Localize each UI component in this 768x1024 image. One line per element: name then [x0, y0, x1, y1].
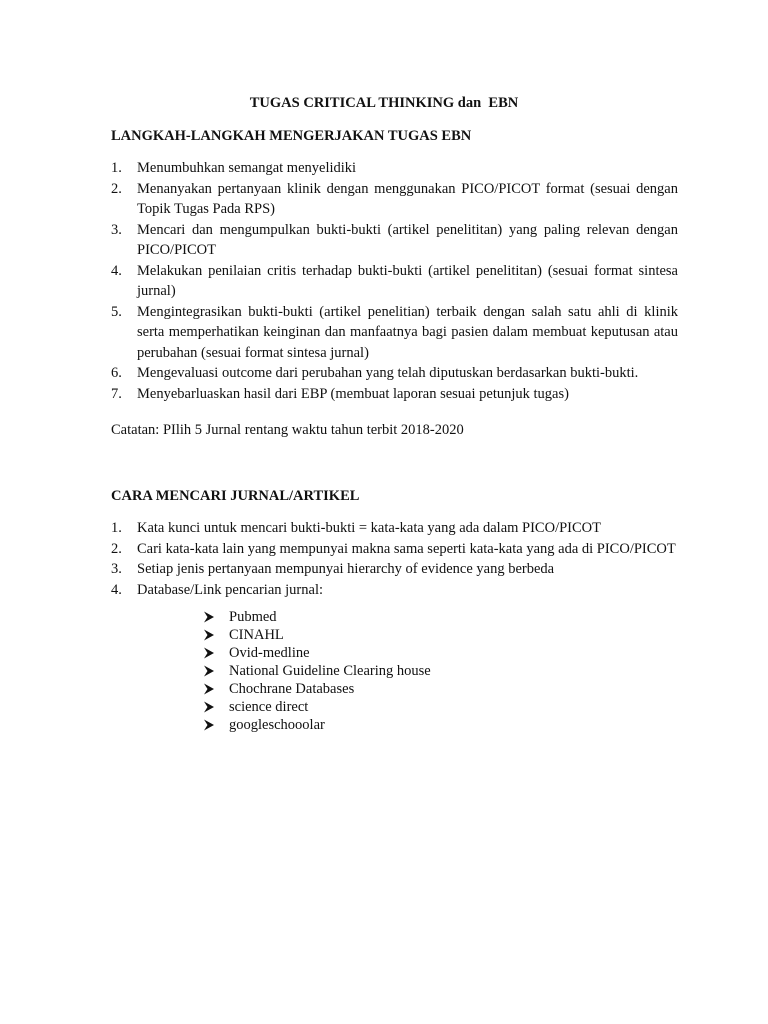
database-name: Ovid-medline [229, 645, 310, 661]
arrowhead-bullet-icon [203, 719, 215, 731]
list-item [111, 559, 678, 580]
arrowhead-bullet-icon [203, 683, 215, 695]
arrowhead-bullet-icon [203, 629, 215, 641]
database-name: Chochrane Databases [229, 681, 355, 697]
list-item [111, 179, 678, 220]
list-item-text: Menyebarluaskan hasil dari EBP (membuat laporan sesuai petunjuk tugas) [137, 385, 569, 402]
list-item-text: Menumbuhkan semangat menyelidiki [137, 160, 357, 176]
list-item [111, 261, 678, 302]
database-item [203, 698, 431, 716]
database-item [203, 716, 431, 734]
list-number: 7. [111, 385, 122, 402]
list-number: 4. [111, 262, 122, 279]
list-item-text: Setiap jenis pertanyaan mempunyai hierarchy of evidence yang berbeda [137, 561, 555, 577]
database-name: CINAHL [229, 627, 284, 643]
database-item [203, 680, 431, 698]
database-name: googleschooolar [229, 717, 325, 733]
list-number: 1. [111, 160, 122, 176]
list-number: 2. [111, 180, 122, 197]
list-item [111, 384, 678, 405]
list-item-text: Mengintegrasikan bukti-bukti (artikel penelitian) terbaik dengan salah satu ahli di klinik serta memperhatikan keinginan dan manfaatnya bagi pasien dalam membuat keputusan atau perubahan (sesuai format sintesa jurnal) [137, 303, 678, 361]
section-heading-search: CARA MENCARI JURNAL/ARTIKEL [111, 488, 360, 504]
note-text: Catatan: PIlih 5 Jurnal rentang waktu tahun terbit 2018-2020 [111, 422, 464, 438]
list-item [111, 539, 678, 560]
list-number: 1. [111, 520, 122, 536]
list-item-text: Mencari dan mengumpulkan bukti-bukti (artikel penelititan) yang paling relevan dengan PICO/PICOT [137, 221, 678, 258]
section-heading-steps: LANGKAH-LANGKAH MENGERJAKAN TUGAS EBN [111, 128, 472, 144]
arrowhead-bullet-icon [203, 611, 215, 623]
list-item [111, 363, 678, 384]
list-item-text: Menanyakan pertanyaan klinik dengan menggunakan PICO/PICOT format (sesuai dengan Topik Tugas Pada RPS) [137, 180, 678, 217]
database-name: Pubmed [229, 609, 277, 625]
arrowhead-bullet-icon [203, 665, 215, 677]
database-item [203, 662, 431, 680]
list-item-text: Cari kata-kata lain yang mempunyai makna sama seperti kata-kata yang ada di PICO/PICOT [137, 540, 676, 557]
list-item [111, 302, 678, 364]
arrowhead-bullet-icon [203, 701, 215, 713]
arrowhead-bullet-icon [203, 647, 215, 659]
list-number: 4. [111, 581, 122, 598]
database-name: science direct [229, 699, 309, 715]
list-item [111, 580, 678, 601]
list-number: 2. [111, 540, 122, 557]
list-item [111, 220, 678, 261]
steps-list [111, 158, 678, 404]
list-number: 3. [111, 221, 122, 238]
search-steps-list [111, 518, 678, 600]
list-number: 6. [111, 365, 122, 381]
database-item [203, 608, 431, 626]
database-item [203, 626, 431, 644]
list-number: 5. [111, 303, 122, 320]
list-item-text: Mengevaluasi outcome dari perubahan yang telah diputuskan berdasarkan bukti-bukti. [137, 365, 639, 381]
list-number: 3. [111, 561, 122, 577]
database-item [203, 644, 431, 662]
document-title: TUGAS CRITICAL THINKING dan EBN [249, 95, 519, 111]
list-item-text: Kata kunci untuk mencari bukti-bukti = kata-kata yang ada dalam PICO/PICOT [137, 520, 601, 536]
database-list [203, 608, 431, 734]
list-item [111, 518, 678, 539]
database-name: National Guideline Clearing house [229, 663, 431, 679]
list-item [111, 158, 678, 179]
list-item-text: Database/Link pencarian jurnal: [137, 581, 324, 598]
list-item-text: Melakukan penilaian critis terhadap bukti-bukti (artikel penelititan) (sesuai format sintesa jurnal) [137, 262, 678, 299]
